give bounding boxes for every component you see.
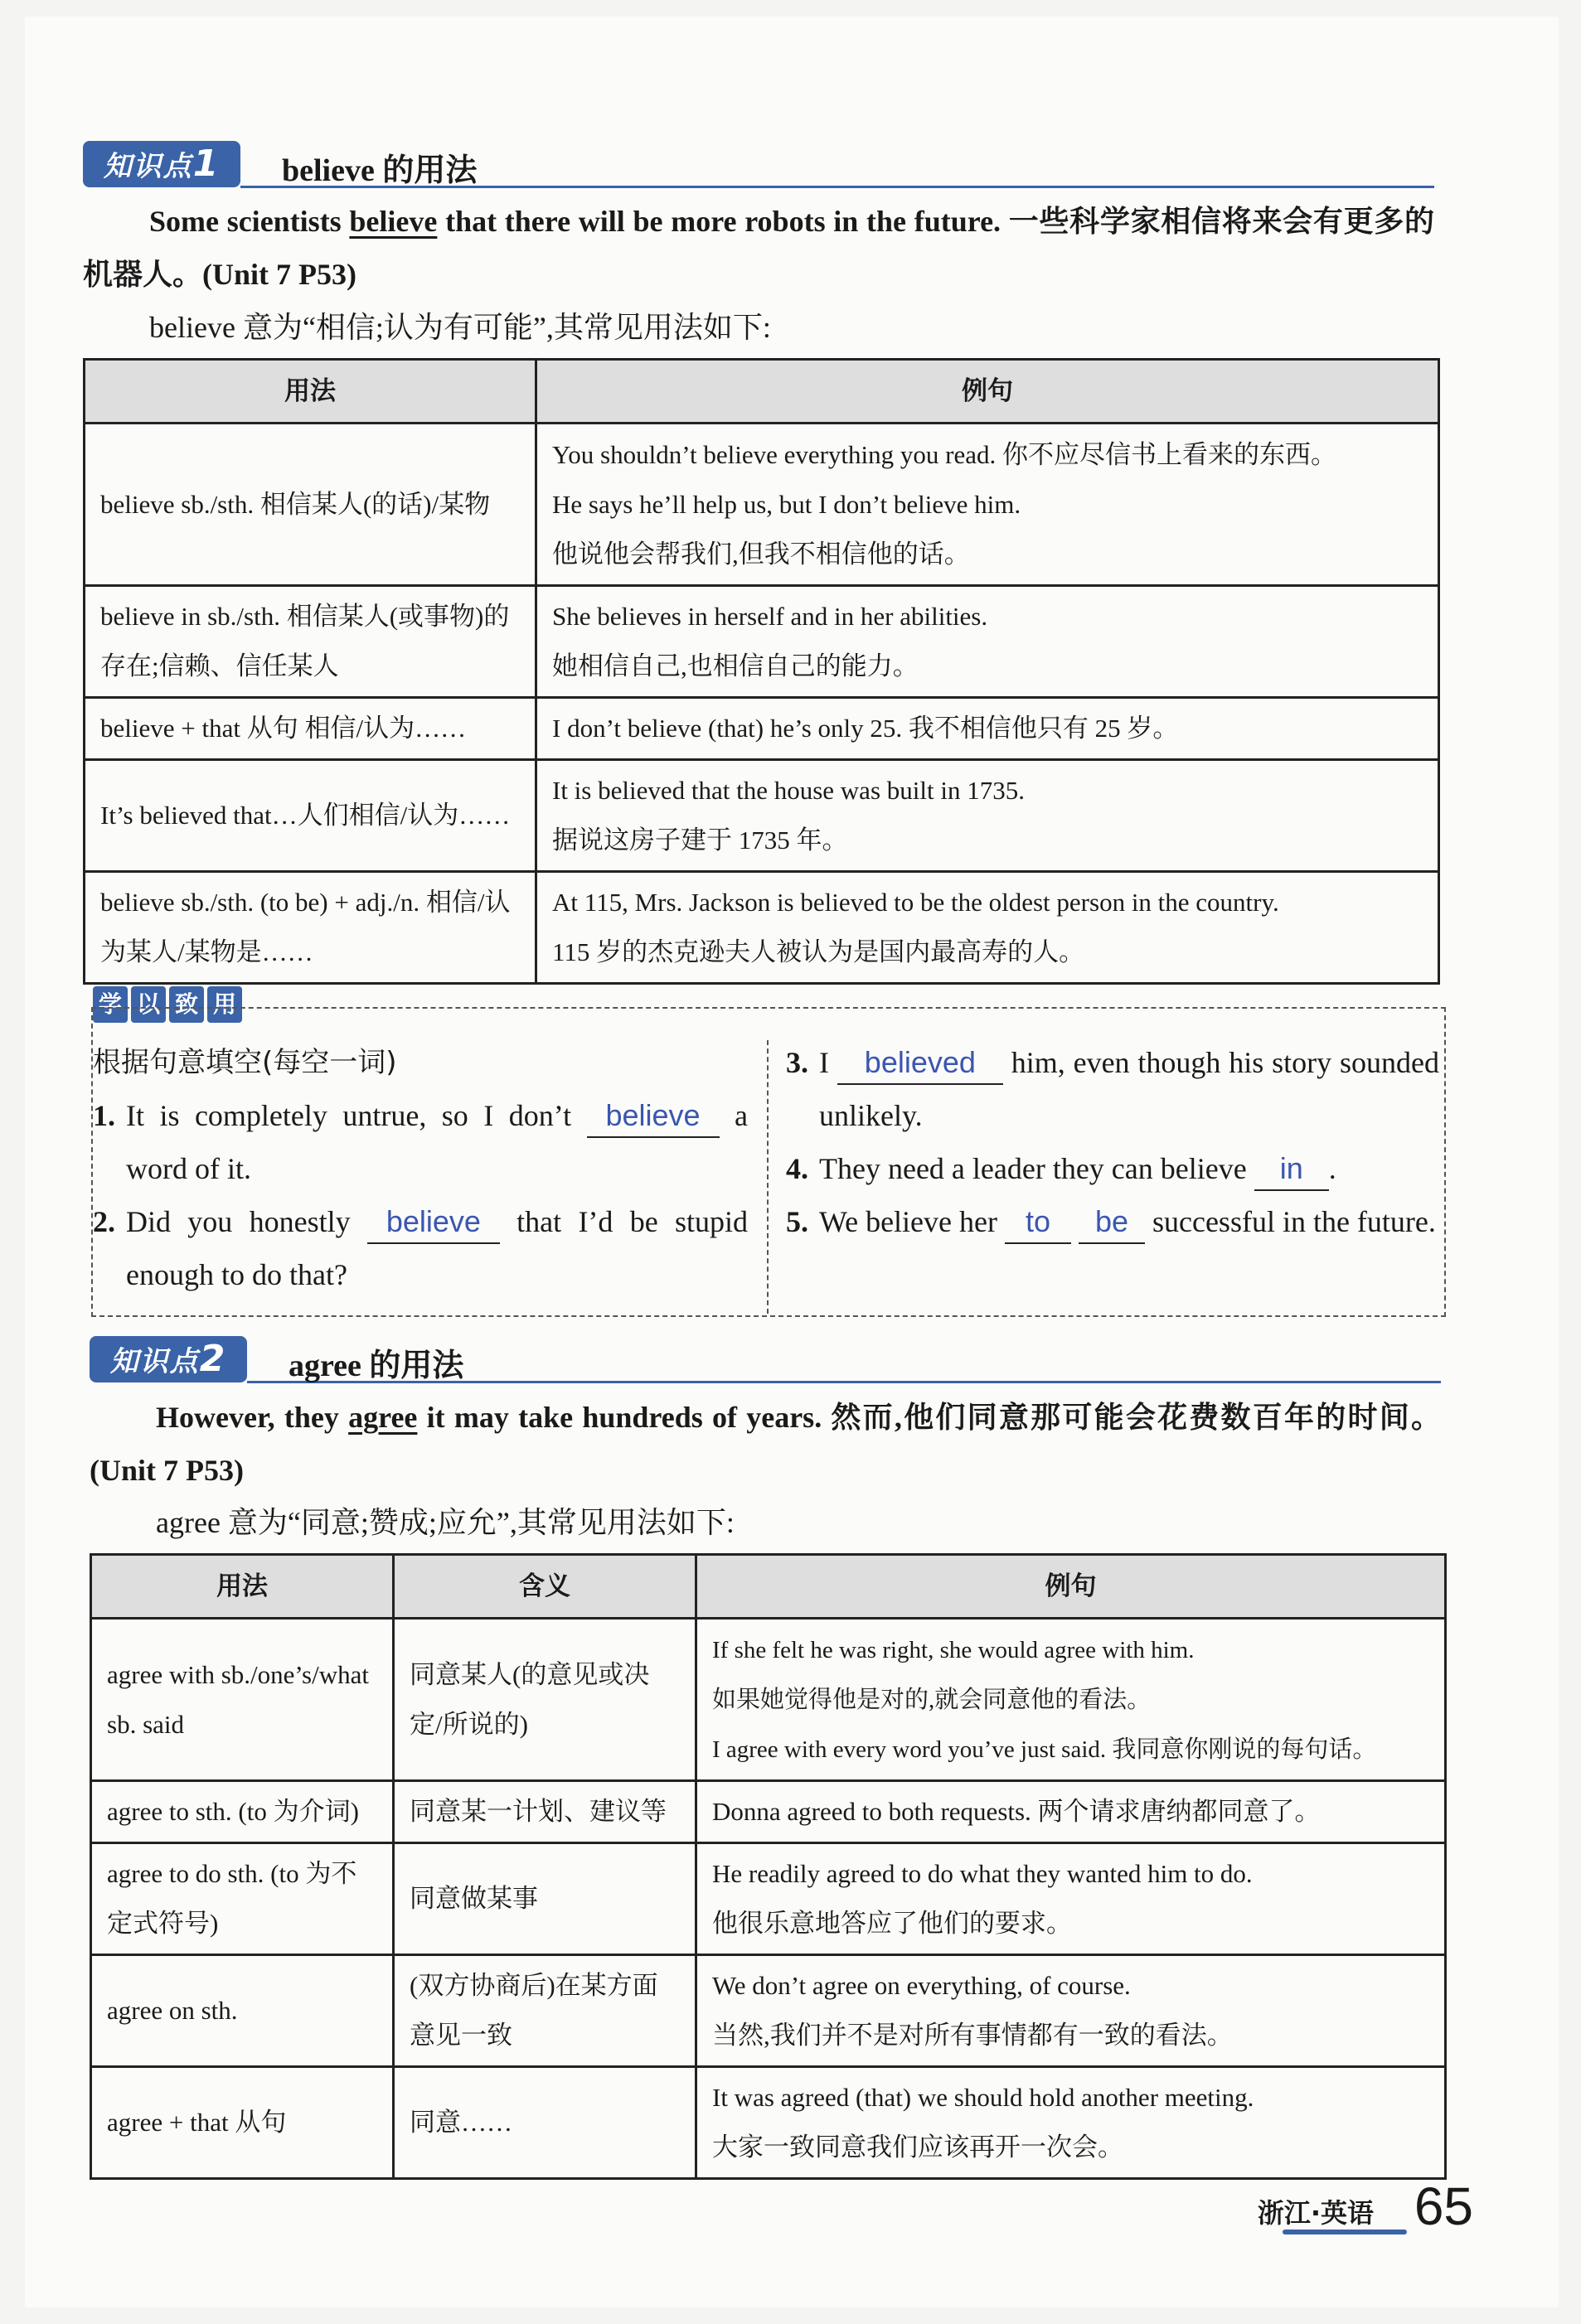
example-line: 据说这房子建于 1735 年。 — [552, 826, 848, 855]
table-row — [91, 1619, 1446, 1781]
answer-blank[interactable]: in — [1254, 1148, 1329, 1191]
question-number: 2. — [93, 1205, 115, 1238]
usage-cell: agree to sth. (to 为介词) — [91, 1781, 394, 1843]
knowledge-point-badge: 知识点2 — [90, 1336, 247, 1382]
meaning-cell: 同意某人(的意见或决定/所说的) — [394, 1619, 696, 1781]
example-line: I don’t believe (that) he’s only 25. 我不相信他只有 25 岁。 — [552, 714, 1179, 743]
example-cell — [536, 760, 1439, 872]
usage-cell: believe sb./sth. (to be) + adj./n. 相信/认为某人/某物是…… — [85, 872, 536, 984]
meaning-cell: (双方协商后)在某方面意见一致 — [394, 1955, 696, 2067]
example-line: 当然,我们并不是对所有事情都有一致的看法。 — [712, 2021, 1233, 2050]
meaning-cell: 同意某一计划、建议等 — [394, 1781, 696, 1843]
question-number: 4. — [786, 1152, 808, 1185]
example-line: 他很乐意地答应了他们的要求。 — [712, 1909, 1072, 1938]
example-line: 他说他会帮我们,但我不相信他的话。 — [552, 539, 970, 569]
exercise-tag-char: 用 — [207, 986, 242, 1023]
table-row — [85, 698, 1439, 760]
table-header-row — [91, 1555, 1446, 1619]
exercise-left-column — [93, 1036, 748, 1301]
knowledge-point-badge: 知识点1 — [83, 141, 240, 187]
col-header-meaning: 含义 — [394, 1555, 696, 1619]
exercise-tag-char: 以 — [131, 986, 166, 1023]
intro-sentence: However, they agree it may take hundreds of years. 然而,他们同意那可能会花费数百年的时间。(Unit 7 P53) — [90, 1401, 1441, 1487]
example-cell — [696, 2067, 1446, 2179]
answer-blank[interactable]: believed — [837, 1042, 1003, 1085]
believe-usage-table — [83, 358, 1440, 985]
answer-blank[interactable]: be — [1079, 1201, 1145, 1244]
question-4 — [786, 1142, 1439, 1195]
question-number: 3. — [786, 1046, 808, 1079]
table-row — [85, 872, 1439, 984]
example-line: He readily agreed to do what they wanted him to do. — [712, 1859, 1253, 1888]
usage-cell: agree with sb./one’s/what sb. said — [91, 1619, 394, 1781]
example-line: She believes in herself and in her abilities. — [552, 602, 988, 631]
question-1 — [93, 1089, 748, 1195]
example-line: At 115, Mrs. Jackson is believed to be the oldest person in the country. — [552, 888, 1279, 917]
question-3 — [786, 1036, 1439, 1142]
section-title: believe 的用法 — [282, 153, 478, 188]
meaning-cell: 同意…… — [394, 2067, 696, 2179]
exercise-tag-char: 致 — [169, 986, 204, 1023]
example-line: 大家一致同意我们应该再开一次会。 — [712, 2133, 1123, 2162]
usage-cell: believe + that 从句 相信/认为…… — [85, 698, 536, 760]
section-header-agree — [90, 1336, 1441, 1382]
example-cell — [696, 1781, 1446, 1843]
example-cell — [536, 698, 1439, 760]
section-header-believe — [83, 141, 1434, 187]
usage-cell: believe sb./sth. 相信某人(的话)/某物 — [85, 424, 536, 586]
example-line: You shouldn’t believe everything you read. 你不应尽信书上看来的东西。 — [552, 439, 1336, 469]
example-cell — [696, 1843, 1446, 1955]
usage-cell: believe in sb./sth. 相信某人(或事物)的存在;信赖、信任某人 — [85, 586, 536, 698]
question-text: Did you honestly believe that I’d be stupid enough to do that? — [126, 1195, 748, 1301]
usage-cell: It’s believed that…人们相信/认为…… — [85, 760, 536, 872]
example-line: We don’t agree on everything, of course. — [712, 1971, 1131, 2000]
col-header-example: 例句 — [696, 1555, 1446, 1619]
table-header-row — [85, 360, 1439, 424]
meaning-cell: 同意做某事 — [394, 1843, 696, 1955]
table-row — [85, 586, 1439, 698]
example-cell — [696, 1955, 1446, 2067]
question-text: We believe her to be successful in the future. — [819, 1195, 1439, 1248]
example-line: 她相信自己,也相信自己的能力。 — [552, 651, 919, 680]
question-text: It is completely untrue, so I don’t believe a word of it. — [126, 1089, 748, 1195]
example-cell — [696, 1619, 1446, 1781]
question-text: I believed him, even though his story sounded unlikely. — [819, 1036, 1439, 1142]
col-header-example: 例句 — [536, 360, 1439, 424]
example-line: He says he’ll help us, but I don’t believe him. — [552, 489, 1021, 519]
exercise-instruction: 根据句意填空(每空一词) — [93, 1046, 397, 1079]
usage-cell: agree on sth. — [91, 1955, 394, 2067]
footer-subject: 浙江·英语 — [1257, 2197, 1374, 2229]
example-line: Donna agreed to both requests. 两个请求唐纳都同意了。 — [712, 1797, 1321, 1826]
exercise-divider — [767, 1040, 769, 1314]
example-line: It was agreed (that) we should hold another meeting. — [712, 2083, 1254, 2112]
question-2 — [93, 1195, 748, 1301]
example-cell — [536, 872, 1439, 984]
table-row — [91, 2067, 1446, 2179]
example-cell — [536, 424, 1439, 586]
intro-sentence: Some scientists believe that there will be more robots in the future. 一些科学家相信将来会有更多的机器人。(Unit 7 P53) — [83, 205, 1434, 291]
question-number: 5. — [786, 1205, 808, 1238]
table-row — [85, 760, 1439, 872]
example-line: I agree with every word you’ve just said. 我同意你刚说的每句话。 — [712, 1736, 1377, 1763]
col-header-usage: 用法 — [91, 1555, 394, 1619]
meaning-text: believe 意为“相信;认为有可能”,其常见用法如下: — [149, 311, 771, 344]
footer-accent-line — [1283, 2230, 1407, 2234]
table-row — [91, 1781, 1446, 1843]
table-row — [91, 1955, 1446, 2067]
example-line: If she felt he was right, she would agree with him. — [712, 1636, 1195, 1663]
example-cell — [536, 586, 1439, 698]
col-header-usage: 用法 — [85, 360, 536, 424]
answer-blank[interactable]: believe — [367, 1201, 500, 1244]
table-row — [91, 1843, 1446, 1955]
answer-blank[interactable]: to — [1005, 1201, 1071, 1244]
usage-cell: agree to do sth. (to 为不定式符号) — [91, 1843, 394, 1955]
agree-usage-table — [90, 1553, 1447, 2180]
table-row — [85, 424, 1439, 586]
question-5 — [786, 1195, 1439, 1248]
exercise-tag-char: 学 — [93, 986, 128, 1023]
answer-blank[interactable]: believe — [587, 1095, 720, 1138]
meaning-text: agree 意为“同意;赞成;应允”,其常见用法如下: — [156, 1506, 735, 1539]
example-line: 如果她觉得他是对的,就会同意他的看法。 — [712, 1686, 1152, 1713]
usage-cell: agree + that 从句 — [91, 2067, 394, 2179]
section-title: agree 的用法 — [289, 1348, 464, 1383]
question-text: They need a leader they can believe in . — [819, 1142, 1439, 1195]
example-line: 115 岁的杰克逊夫人被认为是国内最高寿的人。 — [552, 937, 1085, 966]
question-number: 1. — [93, 1099, 115, 1132]
page-number: 65 — [1414, 2176, 1473, 2236]
exercise-right-column — [786, 1036, 1439, 1248]
example-line: It is believed that the house was built in 1735. — [552, 776, 1025, 805]
